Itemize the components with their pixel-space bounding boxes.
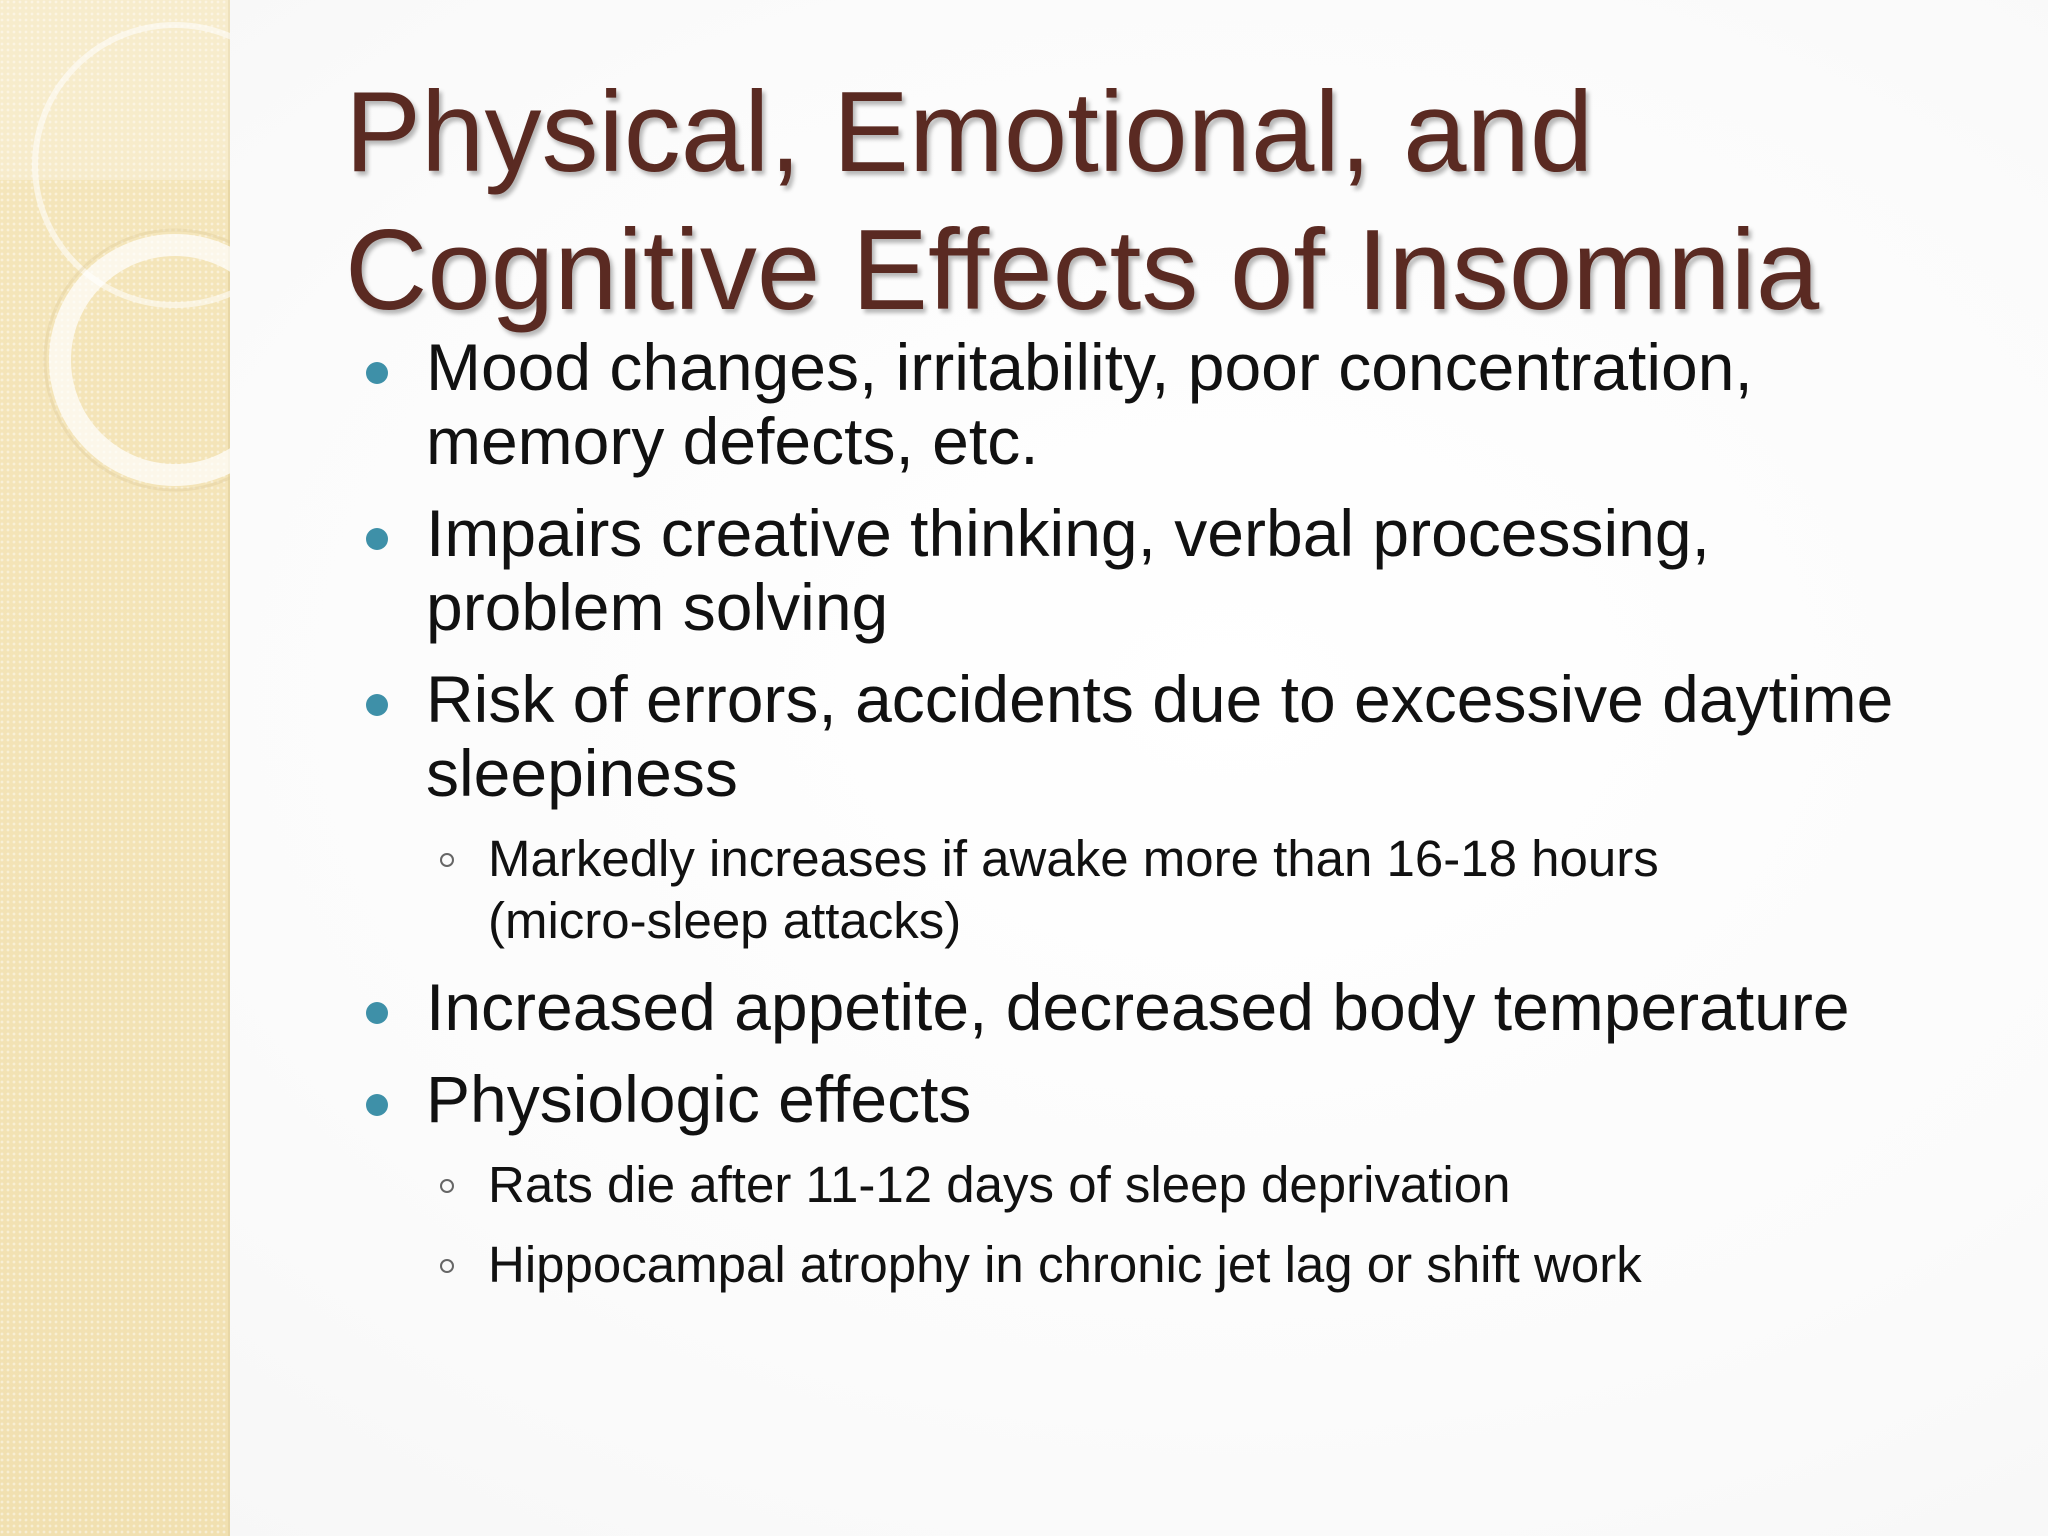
bullet-text-line-2: sleepiness	[426, 736, 738, 810]
hollow-circle-bullet-icon	[440, 1179, 454, 1193]
bullet-text-line-1: Risk of errors, accidents due to excessive daytime	[426, 662, 1894, 736]
filled-circle-bullet-icon	[366, 1094, 388, 1116]
bullet-item-appetite	[360, 970, 2000, 1044]
decorative-side-band	[0, 0, 230, 1536]
slide-title	[345, 64, 1945, 340]
bullet-item-creative-thinking	[360, 496, 2000, 644]
bullet-text: Increased appetite, decreased body temperature	[426, 970, 1850, 1044]
sub-bullet-text-line-2: (micro-sleep attacks)	[488, 892, 962, 949]
slide-title-line-1: Physical, Emotional, and	[345, 69, 1594, 196]
bullet-text: Physiologic effects	[426, 1062, 972, 1136]
bullet-text-line-1: Mood changes, irritability, poor concentration,	[426, 330, 1753, 404]
sub-bullet-text: Rats die after 11-12 days of sleep deprivation	[488, 1156, 1511, 1213]
filled-circle-bullet-icon	[366, 1002, 388, 1024]
filled-circle-bullet-icon	[366, 362, 388, 384]
filled-circle-bullet-icon	[366, 528, 388, 550]
bullet-text-line-2: problem solving	[426, 570, 889, 644]
sub-bullet-text: Hippocampal atrophy in chronic jet lag or shift work	[488, 1236, 1642, 1293]
sub-bullet-text-line-1: Markedly increases if awake more than 16-18 hours	[488, 830, 1659, 887]
hollow-circle-bullet-icon	[440, 853, 454, 867]
bullet-text-line-1: Impairs creative thinking, verbal processing,	[426, 496, 1710, 570]
bullet-item-risk-of-errors	[360, 662, 2000, 810]
sub-bullet-item-micro-sleep	[360, 828, 2000, 952]
slide-title-line-2: Cognitive Effects of Insomnia	[345, 207, 1820, 334]
hollow-circle-bullet-icon	[440, 1259, 454, 1273]
decorative-rings-icon	[0, 0, 230, 520]
bullet-text-line-2: memory defects, etc.	[426, 404, 1039, 478]
bullet-item-mood	[360, 330, 2000, 478]
bullet-item-physiologic-effects	[360, 1062, 2000, 1136]
bullet-list	[360, 330, 2000, 1314]
sub-bullet-item-rats	[360, 1154, 2000, 1216]
sub-bullet-item-hippocampal	[360, 1234, 2000, 1296]
filled-circle-bullet-icon	[366, 694, 388, 716]
